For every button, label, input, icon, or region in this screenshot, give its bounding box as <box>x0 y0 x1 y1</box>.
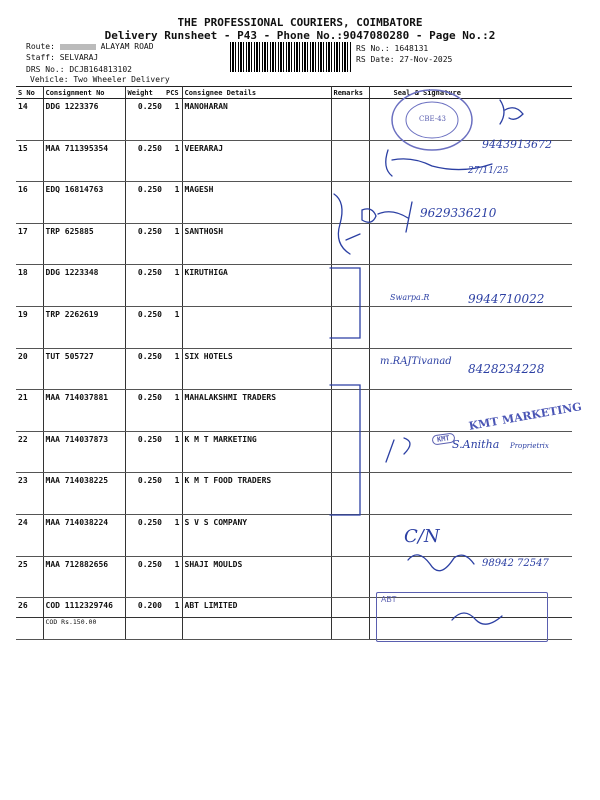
row-weight <box>125 348 164 390</box>
row-pcs <box>164 348 182 390</box>
row-consignee-text: ABT LIMITED <box>184 601 238 611</box>
row-consignment <box>43 306 125 348</box>
row-weight <box>125 598 164 640</box>
row-weight <box>125 306 164 348</box>
row-remarks <box>331 473 369 515</box>
row-consignment-text: TRP 625885 <box>45 226 94 236</box>
row-weight <box>125 182 164 224</box>
row-pcs <box>164 390 182 432</box>
row-pcs-text: 1 <box>174 601 180 611</box>
row-consignment <box>43 99 125 141</box>
row-pcs <box>164 556 182 598</box>
row-pcs-text: 1 <box>174 226 180 236</box>
table-row <box>16 306 572 348</box>
row-sno-text: 17 <box>18 226 28 236</box>
row-remarks <box>331 140 369 182</box>
row-consignee-text: MANOHARAN <box>184 102 228 111</box>
row-signature <box>369 99 572 141</box>
abt-stamp-text: ABT <box>381 595 397 604</box>
row-remarks <box>331 223 369 265</box>
rs-number: RS No.: 1648131 <box>356 44 429 53</box>
row-sno-text: 22 <box>18 434 28 444</box>
row-sno <box>16 99 43 141</box>
rs-date: RS Date: 27-Nov-2025 <box>356 55 453 64</box>
table-header-row <box>16 87 572 99</box>
round-seal-text: CBE-43 <box>419 115 447 123</box>
row-consignee <box>182 306 331 348</box>
row24-mark: C/N <box>404 526 440 547</box>
barcode <box>230 42 352 72</box>
row-consignee-text: K M T FOOD TRADERS <box>184 476 272 486</box>
table-row <box>16 99 572 141</box>
row-consignee-text: SANTHOSH <box>184 226 224 236</box>
row18-phone: 9944710022 <box>468 292 545 306</box>
row-pcs <box>164 598 182 640</box>
row-pcs-text: 1 <box>174 143 180 153</box>
row-consignee <box>182 140 331 182</box>
col-remarks: Remarks <box>331 87 369 99</box>
row-consignment-text: TUT 505727 <box>45 351 94 361</box>
row-pcs-text: 1 <box>174 559 180 569</box>
row-weight-text: 0.250 <box>137 351 162 361</box>
row-sno <box>16 598 43 640</box>
row-weight <box>125 265 164 307</box>
row-weight <box>125 99 164 141</box>
row-sno <box>16 431 43 473</box>
row-pcs-text: 1 <box>174 351 180 361</box>
row-consignee <box>182 99 331 141</box>
row-pcs <box>164 306 182 348</box>
col-consignee: Consignee Details <box>182 87 331 99</box>
row-remarks <box>331 556 369 598</box>
row-pcs-text: 1 <box>174 393 180 403</box>
row-consignee-text: SIX HOTELS <box>184 351 233 361</box>
row-consignee <box>182 514 331 556</box>
row-consignee-text: VEERARAJ <box>184 143 224 153</box>
table-row <box>16 514 572 556</box>
row-consignment-text: TRP 2262619 <box>45 309 99 319</box>
row-consignee-text: SHAJI MOULDS <box>184 559 243 569</box>
row-consignee <box>182 223 331 265</box>
row20-phone: 8428234228 <box>468 362 545 376</box>
row-sno <box>16 348 43 390</box>
row-pcs-text: 1 <box>174 102 180 111</box>
row-consignment-text: MAA 714038225 <box>45 476 109 486</box>
row25-phone: 98942 72547 <box>482 558 549 569</box>
row-consignee <box>182 431 331 473</box>
row-pcs-text: 1 <box>174 268 180 278</box>
row-weight-text: 0.200 <box>137 601 162 611</box>
row-weight <box>125 431 164 473</box>
row-sno-text: 25 <box>18 559 28 569</box>
drs-number: DRS No.: DCJB164813102 <box>26 65 132 74</box>
row-consignment <box>43 431 125 473</box>
col-weight: Weight <box>125 87 164 99</box>
row-consignment-text: MAA 714038224 <box>45 517 109 527</box>
kmt-stamp-text: KMT MARKETING <box>467 400 583 433</box>
row-sno-text: 24 <box>18 517 28 527</box>
route-redaction <box>60 44 96 50</box>
row-pcs <box>164 182 182 224</box>
row-signature <box>369 473 572 515</box>
row-pcs <box>164 473 182 515</box>
row-pcs <box>164 265 182 307</box>
col-pcs: PCS <box>164 87 182 99</box>
row-remarks <box>331 514 369 556</box>
row-sno-text: 26 <box>18 601 28 611</box>
row-sno-text: 23 <box>18 476 28 486</box>
row-consignment <box>43 223 125 265</box>
row-sno <box>16 390 43 432</box>
row-sno-text: 21 <box>18 393 28 403</box>
row-consignment-text: EDQ 16814763 <box>45 185 104 195</box>
row-consignment <box>43 598 125 640</box>
row-sno <box>16 514 43 556</box>
row-remarks <box>331 99 369 141</box>
row-pcs <box>164 431 182 473</box>
row-pcs-text: 1 <box>174 434 180 444</box>
row-weight <box>125 390 164 432</box>
row-sno <box>16 265 43 307</box>
row-weight <box>125 556 164 598</box>
row-signature <box>369 514 572 556</box>
row-sno-text: 20 <box>18 351 28 361</box>
route-label: Route: <box>26 42 55 51</box>
row-sno-text: 16 <box>18 185 28 195</box>
row-consignment <box>43 265 125 307</box>
row-weight-text: 0.250 <box>137 559 162 569</box>
row-consignment <box>43 182 125 224</box>
row-consignee <box>182 390 331 432</box>
row-consignee <box>182 556 331 598</box>
row18-name: Swarpa.R <box>390 293 430 302</box>
abt-stamp <box>376 592 548 642</box>
row-weight <box>125 514 164 556</box>
row-consignment <box>43 473 125 515</box>
staff-name: Staff: SELVARAJ <box>26 53 99 62</box>
row-consignment-text: MAA 711395354 <box>45 143 109 153</box>
row-weight-text: 0.250 <box>137 309 162 319</box>
row-consignment <box>43 390 125 432</box>
route-line <box>26 42 154 51</box>
row-consignment-text: MAA 712882656 <box>45 559 109 569</box>
row-consignee-text: K M T MARKETING <box>184 434 257 444</box>
row-sno <box>16 182 43 224</box>
row-sno <box>16 223 43 265</box>
row-sno <box>16 556 43 598</box>
row-sno-text: 18 <box>18 268 28 278</box>
row-pcs <box>164 514 182 556</box>
table-row <box>16 473 572 515</box>
row-consignee <box>182 473 331 515</box>
row22-name: S.Anitha <box>452 438 500 451</box>
col-consignment: Consignment No <box>43 87 125 99</box>
row-weight <box>125 140 164 182</box>
vehicle-type: Vehicle: Two Wheeler Delivery <box>30 75 170 84</box>
runsheet-subtitle: Delivery Runsheet - P43 - Phone No.:9047080280 - Page No.:2 <box>104 29 496 42</box>
row-pcs-text: 1 <box>174 185 180 195</box>
row-weight-text: 0.250 <box>137 226 162 236</box>
row-signature <box>369 223 572 265</box>
row-pcs-text: 1 <box>174 476 180 486</box>
row-remarks <box>331 390 369 432</box>
row-consignment-text: MAA 714037873 <box>45 434 109 444</box>
row-consignment <box>43 556 125 598</box>
table-row <box>16 223 572 265</box>
row-signature <box>369 306 572 348</box>
row-remarks <box>331 182 369 224</box>
row-sno <box>16 306 43 348</box>
row-consignment <box>43 348 125 390</box>
row-consignment-text: DDG 1223348 <box>45 268 99 278</box>
row-weight-text: 0.250 <box>137 517 162 527</box>
col-sno: S No <box>16 87 43 99</box>
row-consignee <box>182 182 331 224</box>
row-consignee <box>182 348 331 390</box>
row15-phone: 9443913672 <box>482 138 552 151</box>
row-consignee-text: MAHALAKSHMI TRADERS <box>184 393 277 403</box>
row-consignment <box>43 140 125 182</box>
row-weight <box>125 473 164 515</box>
row-sno <box>16 473 43 515</box>
row-weight-text: 0.250 <box>137 434 162 444</box>
row-pcs <box>164 223 182 265</box>
row-consignment-text: MAA 714037881 <box>45 393 109 403</box>
row-weight-text: 0.250 <box>137 143 162 153</box>
cod-amount: COD Rs.150.00 <box>45 618 97 627</box>
row-pcs <box>164 140 182 182</box>
row-sno <box>16 140 43 182</box>
row-weight-text: 0.250 <box>137 476 162 486</box>
row-consignment-text: COD 1112329746 <box>45 601 113 611</box>
row-consignee-text: MAGESH <box>184 185 214 195</box>
row-weight-text: 0.250 <box>137 393 162 403</box>
row-consignee-text: S V S COMPANY <box>184 517 248 527</box>
row-sno-text: 19 <box>18 309 28 319</box>
row-consignee-text: KIRUTHIGA <box>184 268 228 278</box>
row20-name: m.RAJTivanad <box>380 356 452 367</box>
row-pcs-text: 1 <box>174 309 180 319</box>
row-sno-text: 14 <box>18 102 28 111</box>
row16-phone: 9629336210 <box>420 206 497 220</box>
row-weight-text: 0.250 <box>137 102 162 111</box>
row-weight-text: 0.250 <box>137 268 162 278</box>
row-weight <box>125 223 164 265</box>
row-remarks <box>331 306 369 348</box>
row22-role: Proprietrix <box>510 442 549 450</box>
row-remarks <box>331 348 369 390</box>
row-consignment-text: DDG 1223376 <box>45 102 99 111</box>
row-pcs-text: 1 <box>174 517 180 527</box>
row-sno-text: 15 <box>18 143 28 153</box>
row-consignee <box>182 598 331 640</box>
route-value: ALAYAM ROAD <box>100 42 154 51</box>
row-pcs <box>164 99 182 141</box>
row-remarks <box>331 265 369 307</box>
company-title: THE PROFESSIONAL COURIERS, COIMBATORE <box>177 16 423 29</box>
row-consignment <box>43 514 125 556</box>
row-weight-text: 0.250 <box>137 185 162 195</box>
col-signature: Seal & Signature <box>369 87 572 99</box>
row-remarks <box>331 598 369 640</box>
row-consignee <box>182 265 331 307</box>
row-remarks <box>331 431 369 473</box>
row15-date: 27/11/25 <box>468 166 509 176</box>
kmt-stamp-badge: KMT <box>431 432 455 445</box>
